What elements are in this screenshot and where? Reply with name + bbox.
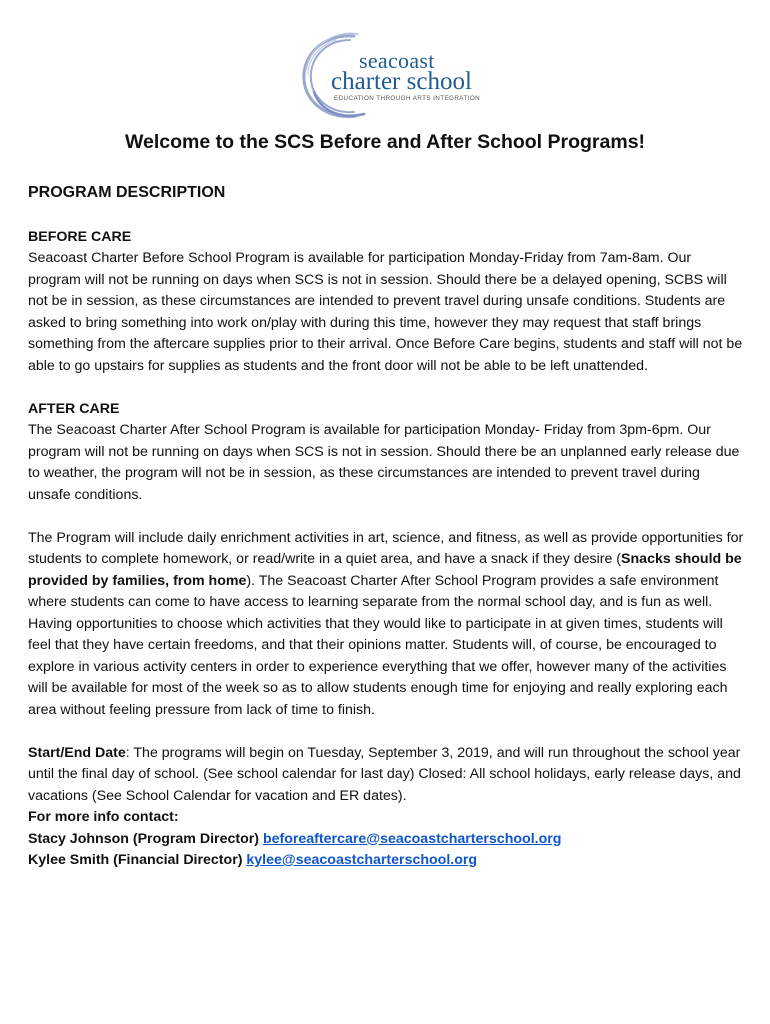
contact-person2 [28, 850, 744, 872]
program-paragraph-part1: The Program will include daily enrichment activities in art, science, and fitness, as well as provide opportunities for students to complete homework, or read/write in a quiet area, and have a snack if they desire ( [28, 529, 744, 567]
contact-heading: For more info contact: [28, 809, 179, 825]
before-care-body: Seacoast Charter Before School Program is available for participation Monday-Friday from 7am-8am. Our program will not be running on days when SCS is not in session. Should there be a delayed opening, SCBS will not be in session, as these circumstances are intended to prevent travel during unsafe conditions. Students are asked to bring something into work on/play with during this time, however they may request that staff brings something from the aftercare supplies prior to their arrival. Once Before Care begins, students and staff will not be able to go upstairs for supplies as students and the front door will not be able to be left unattended. [28, 250, 743, 374]
dates-label: Start/End Date [28, 744, 126, 761]
after-care-body: The Seacoast Charter After School Program is available for participation Monday- Friday from 3pm-6pm. Our program will not be running on days when SCS is not in session. Should there be an unplanned early release due to weather, the program will not be in session, as these circumstances are intended to prevent travel during unsafe conditions. [28, 422, 740, 503]
person1-email-link[interactable]: beforeaftercare@seacoastcharterschool.org [262, 830, 562, 847]
logo-name-line2: charter school [331, 68, 472, 95]
logo-tagline: EDUCATION THROUGH ARTS INTEGRATION [334, 95, 481, 102]
school-logo [294, 30, 484, 122]
document-body [28, 182, 744, 872]
contact-person1 [28, 829, 744, 851]
after-care-heading: AFTER CARE [28, 400, 120, 417]
program-paragraph [28, 528, 744, 722]
program-paragraph-part2: ). The Seacoast Charter After School Program provides a safe environment where students can come to have access to learning separate from the normal school day, and is fun as well. Having opportunities to choose which activities that they would like to participate in at given times, students will feel that they have certain freedoms, and that their opinions matter. Students will, of course, be encouraged to explore in various activity centers in order to experience everything that we offer, however many of the activities will be available for most of the week so as to allow students enough time for enjoying and really exploring each area without feeling pressure from lack of time to finish. [28, 572, 728, 718]
person2-label: Kylee Smith (Financial Director) [28, 852, 247, 868]
logo-name-line1: seacoast [359, 48, 435, 73]
dates-paragraph [28, 743, 744, 808]
program-description-heading: PROGRAM DESCRIPTION [28, 184, 226, 201]
before-care-heading: BEFORE CARE [28, 228, 132, 245]
person2-email-link[interactable]: kylee@seacoastcharterschool.org [246, 852, 478, 868]
person1-label: Stacy Johnson (Program Director) [28, 830, 263, 847]
dates-text: : The programs will begin on Tuesday, September 3, 2019, and will run throughout the school year until the final day of school. (See school calendar for last day) Closed: All school holidays, early release days, and vacations (See School Calendar for vacation and ER dates). [28, 744, 741, 804]
snacks-note: Snacks should be provided by families, from home [28, 551, 742, 589]
page-title: Welcome to the SCS Before and After School Programs! [124, 131, 646, 153]
